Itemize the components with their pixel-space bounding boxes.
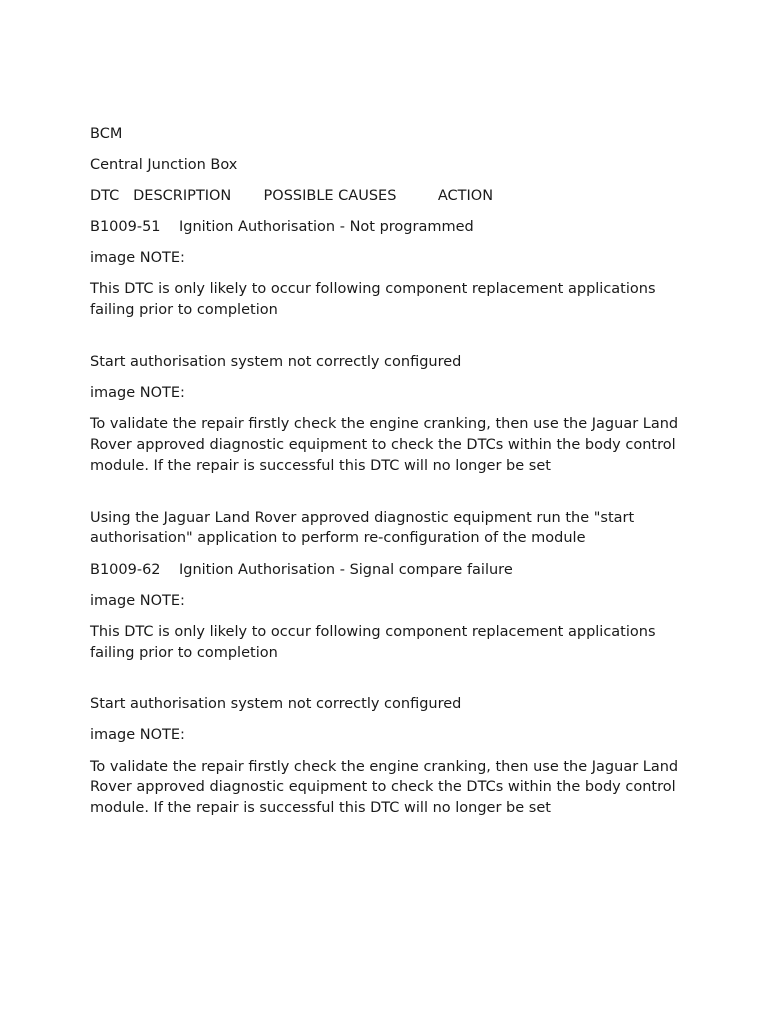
note-label: image NOTE: — [90, 727, 185, 744]
possible-cause: Start authorisation system not correctly configured — [90, 696, 462, 713]
note-text: This DTC is only likely to occur following component replacement applications failing prior to completion — [90, 281, 661, 319]
note-text: To validate the repair firstly check the engine cranking, then use the Jaguar Land Rover approved diagnostic equipment to check the DTCs within the body control module. If the repair is successful this DTC will no longer be set — [90, 416, 683, 474]
note-label: image NOTE: — [90, 250, 185, 267]
note-label: image NOTE: — [90, 385, 185, 402]
table-header: DTC DESCRIPTION POSSIBLE CAUSES ACTION — [90, 188, 494, 205]
action-text: Using the Jaguar Land Rover approved diagnostic equipment run the "start authorisation" application to perform re-configuration of the module — [90, 509, 639, 547]
note-label: image NOTE: — [90, 592, 185, 609]
possible-cause: Start authorisation system not correctly configured — [90, 354, 462, 371]
dtc-code-line: B1009-51 Ignition Authorisation - Not programmed — [90, 219, 474, 236]
document-page — [90, 124, 690, 829]
module-heading: BCM — [90, 126, 123, 142]
dtc-code-line: B1009-62 Ignition Authorisation - Signal compare failure — [90, 561, 513, 578]
note-text: This DTC is only likely to occur following component replacement applications failing prior to completion — [90, 623, 661, 661]
module-subheading: Central Junction Box — [90, 157, 238, 174]
note-text: To validate the repair firstly check the engine cranking, then use the Jaguar Land Rover approved diagnostic equipment to check the DTCs within the body control module. If the repair is successful this DTC will no longer be set — [90, 758, 683, 817]
